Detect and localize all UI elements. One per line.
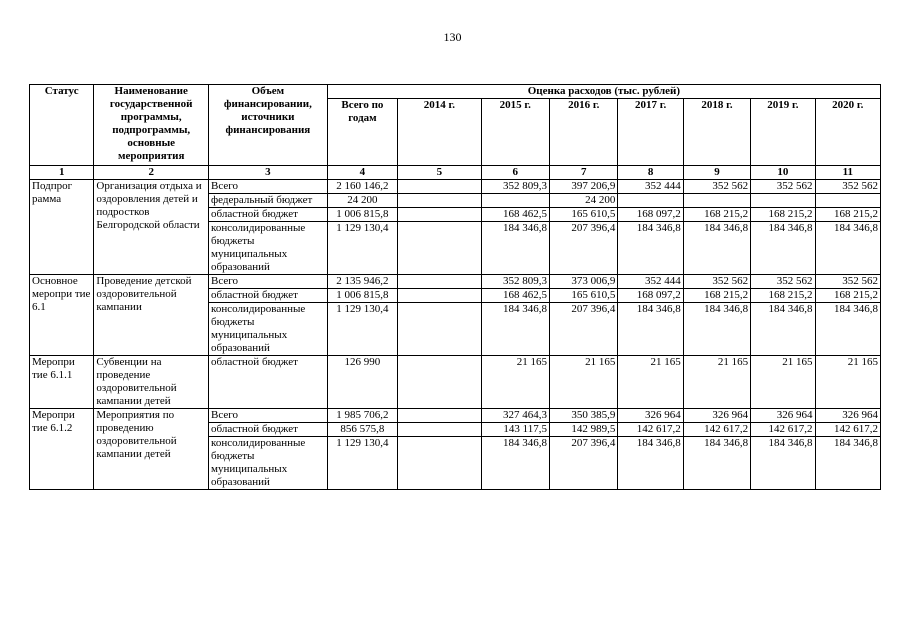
column-index: 6: [481, 166, 549, 180]
value-cell: [398, 356, 481, 409]
value-cell: 168 215,2: [815, 289, 880, 303]
source-cell: федеральный бюджет: [209, 194, 328, 208]
status-cell: Меропри тие 6.1.1: [30, 356, 94, 409]
value-cell: 168 215,2: [751, 289, 815, 303]
value-cell: 184 346,8: [618, 222, 683, 275]
value-cell: 21 165: [618, 356, 683, 409]
header-year: 2015 г.: [481, 99, 549, 166]
value-cell: 184 346,8: [751, 303, 815, 356]
value-cell: 168 097,2: [618, 289, 683, 303]
value-cell: [815, 194, 880, 208]
source-cell: областной бюджет: [209, 289, 328, 303]
header-name: Наименование государственной программы, подпрограммы, основные мероприятия: [94, 85, 209, 166]
value-cell: 126 990: [327, 356, 397, 409]
page-number: 130: [443, 30, 462, 44]
value-cell: 184 346,8: [481, 303, 549, 356]
value-cell: [398, 275, 481, 289]
value-cell: 327 464,3: [481, 409, 549, 423]
value-cell: 168 462,5: [481, 289, 549, 303]
value-cell: 352 562: [815, 180, 880, 194]
value-cell: 168 097,2: [618, 208, 683, 222]
header-row: [30, 85, 881, 99]
value-cell: 326 964: [618, 409, 683, 423]
status-cell: Основное меропри тие 6.1: [30, 275, 94, 356]
value-cell: 142 617,2: [618, 423, 683, 437]
value-cell: 1 006 815,8: [327, 208, 397, 222]
value-cell: [398, 194, 481, 208]
name-cell: Проведение детской оздоровительной кампании: [94, 275, 209, 356]
value-cell: 352 444: [618, 180, 683, 194]
column-index: 11: [815, 166, 880, 180]
value-cell: 21 165: [481, 356, 549, 409]
value-cell: 168 462,5: [481, 208, 549, 222]
value-cell: 1 006 815,8: [327, 289, 397, 303]
value-cell: 21 165: [550, 356, 618, 409]
value-cell: 24 200: [550, 194, 618, 208]
value-cell: 24 200: [327, 194, 397, 208]
value-cell: 184 346,8: [815, 437, 880, 490]
source-cell: консолидированные бюджеты муниципальных образований: [209, 437, 328, 490]
table-row: [30, 275, 881, 289]
header-year: 2016 г.: [550, 99, 618, 166]
value-cell: 1 129 130,4: [327, 437, 397, 490]
value-cell: 1 129 130,4: [327, 222, 397, 275]
table-row: [30, 356, 881, 409]
value-cell: 143 117,5: [481, 423, 549, 437]
header-year: 2018 г.: [683, 99, 750, 166]
source-cell: консолидированные бюджеты муниципальных образований: [209, 303, 328, 356]
value-cell: [398, 409, 481, 423]
source-cell: областной бюджет: [209, 423, 328, 437]
value-cell: 184 346,8: [751, 437, 815, 490]
value-cell: 142 989,5: [550, 423, 618, 437]
value-cell: 184 346,8: [815, 303, 880, 356]
value-cell: 142 617,2: [751, 423, 815, 437]
value-cell: 352 562: [683, 275, 750, 289]
value-cell: 352 562: [751, 180, 815, 194]
value-cell: 184 346,8: [618, 303, 683, 356]
value-cell: 352 444: [618, 275, 683, 289]
column-index: 9: [683, 166, 750, 180]
value-cell: 168 215,2: [751, 208, 815, 222]
column-index: 10: [751, 166, 815, 180]
column-index-row: [30, 166, 881, 180]
value-cell: 326 964: [815, 409, 880, 423]
value-cell: 142 617,2: [683, 423, 750, 437]
value-cell: 184 346,8: [481, 222, 549, 275]
header-status: Статус: [30, 85, 94, 166]
value-cell: [398, 208, 481, 222]
value-cell: 1 985 706,2: [327, 409, 397, 423]
value-cell: [751, 194, 815, 208]
column-index: 7: [550, 166, 618, 180]
value-cell: 142 617,2: [815, 423, 880, 437]
value-cell: 207 396,4: [550, 222, 618, 275]
value-cell: 397 206,9: [550, 180, 618, 194]
value-cell: 352 562: [751, 275, 815, 289]
value-cell: 168 215,2: [683, 289, 750, 303]
value-cell: 207 396,4: [550, 303, 618, 356]
value-cell: 1 129 130,4: [327, 303, 397, 356]
name-cell: Мероприятия по проведению оздоровительной кампании детей: [94, 409, 209, 490]
source-cell: консолидированные бюджеты муниципальных образований: [209, 222, 328, 275]
value-cell: 350 385,9: [550, 409, 618, 423]
source-cell: Всего: [209, 180, 328, 194]
value-cell: [481, 194, 549, 208]
header-volume: Объем финансировании, источники финансирования: [209, 85, 328, 166]
source-cell: Всего: [209, 409, 328, 423]
value-cell: 168 215,2: [683, 208, 750, 222]
column-index: 1: [30, 166, 94, 180]
source-cell: областной бюджет: [209, 356, 328, 409]
name-cell: Организация отдыха и оздоровления детей и подростков Белгородской области: [94, 180, 209, 275]
value-cell: 856 575,8: [327, 423, 397, 437]
value-cell: 352 562: [815, 275, 880, 289]
source-cell: Всего: [209, 275, 328, 289]
value-cell: [398, 222, 481, 275]
header-total: Всего по годам: [327, 99, 397, 166]
value-cell: 2 135 946,2: [327, 275, 397, 289]
column-index: 8: [618, 166, 683, 180]
status-cell: Меропри тие 6.1.2: [30, 409, 94, 490]
value-cell: 352 809,3: [481, 275, 549, 289]
value-cell: 207 396,4: [550, 437, 618, 490]
value-cell: 352 809,3: [481, 180, 549, 194]
value-cell: 184 346,8: [683, 437, 750, 490]
value-cell: 168 215,2: [815, 208, 880, 222]
header-year: 2019 г.: [751, 99, 815, 166]
value-cell: 2 160 146,2: [327, 180, 397, 194]
value-cell: 21 165: [751, 356, 815, 409]
value-cell: 184 346,8: [683, 303, 750, 356]
value-cell: [683, 194, 750, 208]
value-cell: 21 165: [683, 356, 750, 409]
value-cell: 165 610,5: [550, 208, 618, 222]
value-cell: [618, 194, 683, 208]
value-cell: 184 346,8: [815, 222, 880, 275]
value-cell: 326 964: [751, 409, 815, 423]
header-year: 2020 г.: [815, 99, 880, 166]
value-cell: [398, 437, 481, 490]
table-row: [30, 180, 881, 194]
value-cell: 184 346,8: [751, 222, 815, 275]
value-cell: [398, 423, 481, 437]
budget-table: [29, 84, 881, 490]
source-cell: областной бюджет: [209, 208, 328, 222]
header-year: 2017 г.: [618, 99, 683, 166]
column-index: 4: [327, 166, 397, 180]
value-cell: 165 610,5: [550, 289, 618, 303]
value-cell: [398, 303, 481, 356]
value-cell: 184 346,8: [683, 222, 750, 275]
header-estimate: Оценка расходов (тыс. рублей): [327, 85, 880, 99]
value-cell: 21 165: [815, 356, 880, 409]
value-cell: 326 964: [683, 409, 750, 423]
column-index: 5: [398, 166, 481, 180]
value-cell: [398, 289, 481, 303]
value-cell: 373 006,9: [550, 275, 618, 289]
column-index: 2: [94, 166, 209, 180]
column-index: 3: [209, 166, 328, 180]
table-row: [30, 409, 881, 423]
value-cell: [398, 180, 481, 194]
value-cell: 352 562: [683, 180, 750, 194]
value-cell: 184 346,8: [481, 437, 549, 490]
header-year: 2014 г.: [398, 99, 481, 166]
status-cell: Подпрог рамма: [30, 180, 94, 275]
name-cell: Субвенции на проведение оздоровительной кампании детей: [94, 356, 209, 409]
value-cell: 184 346,8: [618, 437, 683, 490]
